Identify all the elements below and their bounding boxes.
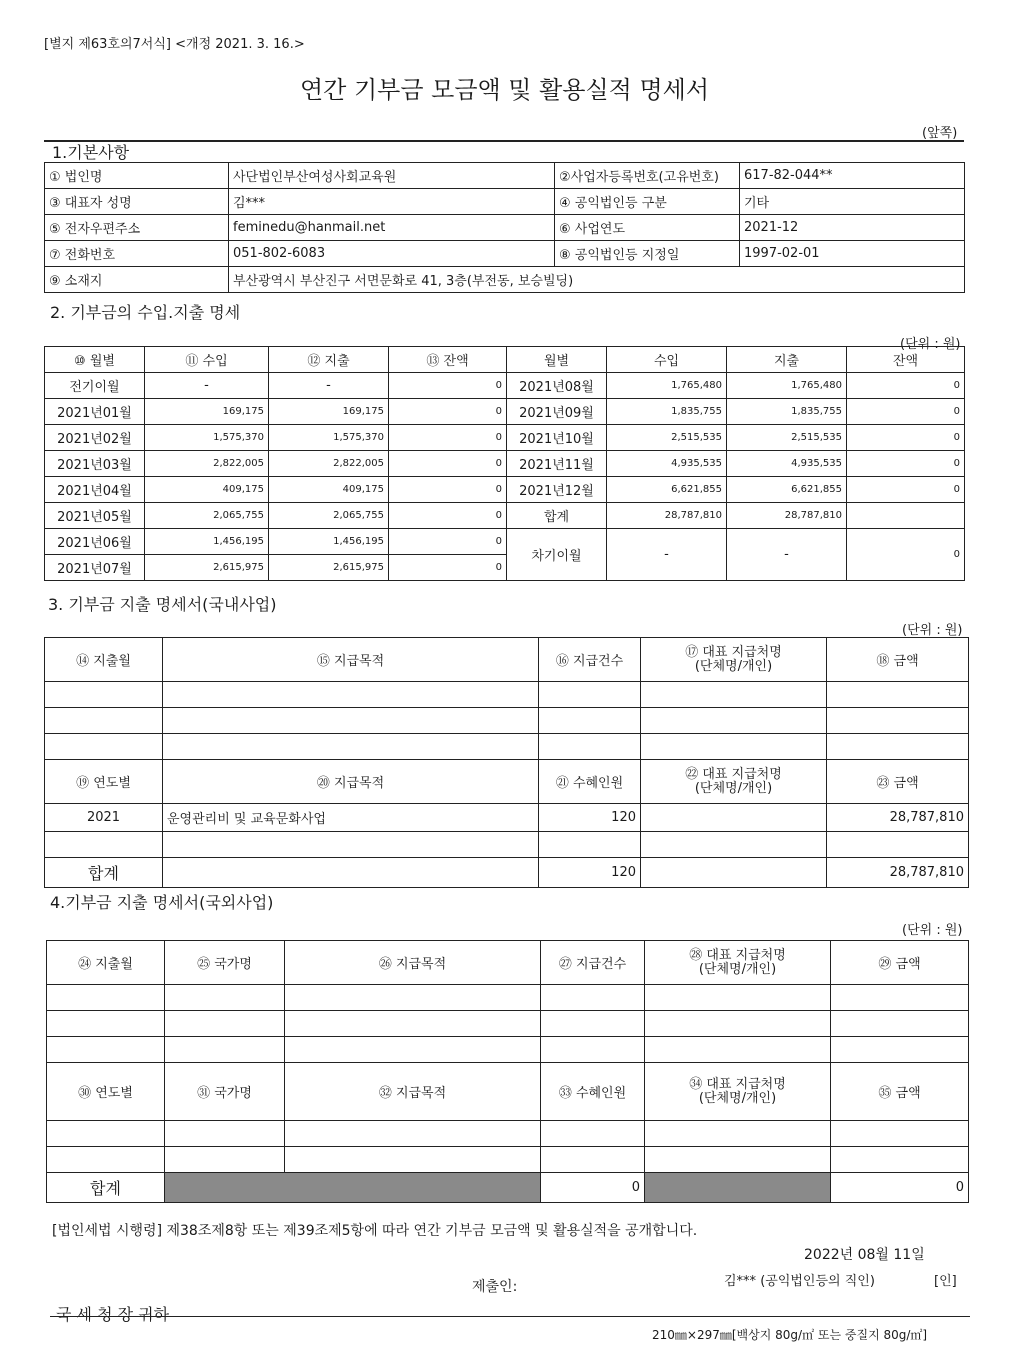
col-month: ⑭ 지출월 [45, 638, 163, 682]
col-expense-2: 지출 [727, 347, 847, 373]
payee-sublabel: (단체명/개인) [698, 961, 777, 977]
label-rep-name: ③ 대표자 성명 [45, 189, 229, 215]
balance-cell: 0 [847, 425, 965, 451]
year-cell: 2021 [45, 804, 163, 832]
col-amount: ⑱ 금액 [827, 638, 969, 682]
month-cell: 2021년06월 [45, 529, 145, 555]
section-overseas-title: 4.기부금 지출 명세서(국외사업) [50, 893, 274, 912]
col-balance: ⑬ 잔액 [389, 347, 507, 373]
beneficiaries-cell: 120 [539, 804, 641, 832]
expense-cell: 169,175 [269, 399, 389, 425]
month-cell: 2021년08월 [507, 373, 607, 399]
col-month: ㉔ 지출월 [47, 941, 165, 985]
carry-expense: - [727, 529, 847, 581]
col-beneficiaries: ㉝ 수혜인원 [541, 1063, 645, 1121]
label-designation-date: ⑧ 공익법인등 지정일 [555, 241, 740, 267]
balance-cell: 0 [389, 503, 507, 529]
income-cell: 2,822,005 [145, 451, 269, 477]
section-domestic-title: 3. 기부금 지출 명세서(국내사업) [48, 595, 277, 614]
month-cell: 2021년02월 [45, 425, 145, 451]
page-title: 연간 기부금 모금액 및 활용실적 명세서 [299, 76, 710, 104]
balance-cell: 0 [389, 555, 507, 581]
label-email: ⑤ 전자우편주소 [45, 215, 229, 241]
col-payee [641, 638, 827, 682]
balance-cell: 0 [389, 373, 507, 399]
basic-info-table [44, 162, 965, 293]
disclosure-statement: [법인세법 시행령] 제38조제8항 또는 제39조제5항에 따라 연간 기부금 모금액 및 활용실적을 공개합니다. [52, 1223, 698, 1239]
balance-cell: 0 [389, 451, 507, 477]
purpose-cell: 운영관리비 및 교육문화사업 [163, 804, 539, 832]
value-address: 부산광역시 부산진구 서면문화로 41, 3층(부전동, 보승빌딩) [229, 267, 965, 293]
payee-sublabel: (단체명/개인) [694, 780, 773, 796]
side-label: (앞쪽) [922, 126, 958, 141]
total-expense: 28,787,810 [727, 503, 847, 529]
value-biz-no: 617-82-044** [740, 163, 965, 189]
total-count: 0 [541, 1173, 645, 1203]
col-income: ⑪ 수입 [145, 347, 269, 373]
seal-mark: [인] [934, 1274, 957, 1289]
total-balance [847, 503, 965, 529]
balance-cell: 0 [389, 477, 507, 503]
form-number: [별지 제63호의7서식] <개정 2021. 3. 16.> [44, 37, 305, 52]
payee-label: ㉘ 대표 지급처명 [689, 947, 786, 963]
table-row [45, 804, 969, 832]
label-fiscal-year: ⑥ 사업연도 [555, 215, 740, 241]
col-payee [645, 1063, 831, 1121]
col-count: ㉗ 지급건수 [541, 941, 645, 985]
income-cell: 1,575,370 [145, 425, 269, 451]
payee-sublabel: (단체명/개인) [694, 658, 773, 674]
recipient: 국 세 청 장 귀하 [56, 1305, 170, 1324]
income-cell: 409,175 [145, 477, 269, 503]
table-row [45, 373, 965, 399]
col-payee [641, 760, 827, 804]
expense-cell: 1,765,480 [727, 373, 847, 399]
value-corp-type: 기타 [740, 189, 965, 215]
balance-cell: 0 [847, 373, 965, 399]
carry-label: 차기이월 [507, 529, 607, 581]
shaded-cell [165, 1173, 541, 1203]
expense-cell: 6,621,855 [727, 477, 847, 503]
month-cell: 2021년05월 [45, 503, 145, 529]
col-year: ⑲ 연도별 [45, 760, 163, 804]
month-cell: 2021년01월 [45, 399, 145, 425]
col-beneficiaries: ㉑ 수혜인원 [539, 760, 641, 804]
payee-label: ⑰ 대표 지급처명 [685, 644, 782, 660]
payee-sublabel: (단체명/개인) [698, 1090, 777, 1106]
income-cell: 2,615,975 [145, 555, 269, 581]
table-row [45, 425, 965, 451]
total-income: 28,787,810 [607, 503, 727, 529]
expense-cell: 2,515,535 [727, 425, 847, 451]
table-row [45, 477, 965, 503]
value-phone: 051-802-6083 [229, 241, 555, 267]
col-amount: ㉓ 금액 [827, 760, 969, 804]
col-payee [645, 941, 831, 985]
total-beneficiaries: 120 [539, 858, 641, 888]
section-basic-title: 1.기본사항 [52, 143, 130, 162]
col-month: ⑩ 월별 [45, 347, 145, 373]
balance-cell: 0 [389, 425, 507, 451]
income-cell: 2,515,535 [607, 425, 727, 451]
total-label: 합계 [507, 503, 607, 529]
domestic-table [44, 637, 969, 888]
unit-label: (단위 : 원) [900, 337, 961, 352]
expense-cell: 1,835,755 [727, 399, 847, 425]
payee-cell [641, 804, 827, 832]
income-cell: 4,935,535 [607, 451, 727, 477]
col-count: ⑯ 지급건수 [539, 638, 641, 682]
income-cell: 1,456,195 [145, 529, 269, 555]
label-address: ⑨ 소재지 [45, 267, 229, 293]
paper-spec: 210㎜×297㎜[백상지 80g/㎡ 또는 중질지 80g/㎡] [652, 1328, 928, 1342]
carry-income: - [607, 529, 727, 581]
income-cell: 169,175 [145, 399, 269, 425]
col-purpose: ⑳ 지급목적 [163, 760, 539, 804]
income-expense-table [44, 346, 965, 581]
table-row [45, 399, 965, 425]
col-country: ㉛ 국가명 [165, 1063, 285, 1121]
expense-cell: - [269, 373, 389, 399]
payee-label: ㉞ 대표 지급처명 [689, 1076, 786, 1092]
total-label: 합계 [47, 1173, 165, 1203]
col-income-2: 수입 [607, 347, 727, 373]
month-cell: 2021년11월 [507, 451, 607, 477]
month-cell: 2021년12월 [507, 477, 607, 503]
col-purpose: ⑮ 지급목적 [163, 638, 539, 682]
col-expense: ⑫ 지출 [269, 347, 389, 373]
value-rep-name: 김*** [229, 189, 555, 215]
income-cell: 1,765,480 [607, 373, 727, 399]
balance-cell: 0 [847, 477, 965, 503]
submitter-name: 김*** (공익법인등의 직인) [724, 1274, 875, 1289]
month-cell: 전기이월 [45, 373, 145, 399]
table-row [45, 503, 965, 529]
balance-cell: 0 [847, 451, 965, 477]
expense-cell: 4,935,535 [727, 451, 847, 477]
total-label: 합계 [45, 858, 163, 888]
total-row [47, 1173, 969, 1203]
expense-cell: 2,615,975 [269, 555, 389, 581]
value-fiscal-year: 2021-12 [740, 215, 965, 241]
balance-cell: 0 [389, 529, 507, 555]
income-cell: 1,835,755 [607, 399, 727, 425]
value-corp-name: 사단법인부산여성사회교육원 [229, 163, 555, 189]
total-amount: 28,787,810 [827, 858, 969, 888]
total-row [45, 858, 969, 888]
shaded-cell [645, 1173, 831, 1203]
income-cell: 6,621,855 [607, 477, 727, 503]
submitter-label: 제출인: [472, 1279, 518, 1295]
col-amount: ㉙ 금액 [831, 941, 969, 985]
col-purpose: ㉖ 지급목적 [285, 941, 541, 985]
label-biz-no: ②사업자등록번호(고유번호) [555, 163, 740, 189]
unit-label: (단위 : 원) [902, 923, 963, 938]
table-row [45, 529, 965, 555]
expense-cell: 2,065,755 [269, 503, 389, 529]
col-country: ㉕ 국가명 [165, 941, 285, 985]
income-cell: - [145, 373, 269, 399]
balance-cell: 0 [389, 399, 507, 425]
value-email: feminedu@hanmail.net [229, 215, 555, 241]
overseas-table [46, 940, 969, 1203]
unit-label: (단위 : 원) [902, 623, 963, 638]
month-cell: 2021년09월 [507, 399, 607, 425]
expense-cell: 1,575,370 [269, 425, 389, 451]
income-cell: 2,065,755 [145, 503, 269, 529]
value-designation-date: 1997-02-01 [740, 241, 965, 267]
carry-balance: 0 [847, 529, 965, 581]
balance-cell: 0 [847, 399, 965, 425]
col-amount: ㉟ 금액 [831, 1063, 969, 1121]
month-cell: 2021년04월 [45, 477, 145, 503]
month-cell: 2021년07월 [45, 555, 145, 581]
amount-cell: 28,787,810 [827, 804, 969, 832]
expense-cell: 2,822,005 [269, 451, 389, 477]
payee-label: ㉒ 대표 지급처명 [685, 766, 782, 782]
label-phone: ⑦ 전화번호 [45, 241, 229, 267]
month-cell: 2021년03월 [45, 451, 145, 477]
label-corp-type: ④ 공익법인등 구분 [555, 189, 740, 215]
col-balance-2: 잔액 [847, 347, 965, 373]
col-year: ㉚ 연도별 [47, 1063, 165, 1121]
total-amount: 0 [831, 1173, 969, 1203]
section-income-title: 2. 기부금의 수입.지출 명세 [50, 303, 241, 322]
col-month-2: 월별 [507, 347, 607, 373]
table-row [45, 451, 965, 477]
expense-cell: 1,456,195 [269, 529, 389, 555]
col-purpose: ㉜ 지급목적 [285, 1063, 541, 1121]
label-corp-name: ① 법인명 [45, 163, 229, 189]
expense-cell: 409,175 [269, 477, 389, 503]
month-cell: 2021년10월 [507, 425, 607, 451]
submission-date: 2022년 08월 11일 [804, 1247, 925, 1263]
